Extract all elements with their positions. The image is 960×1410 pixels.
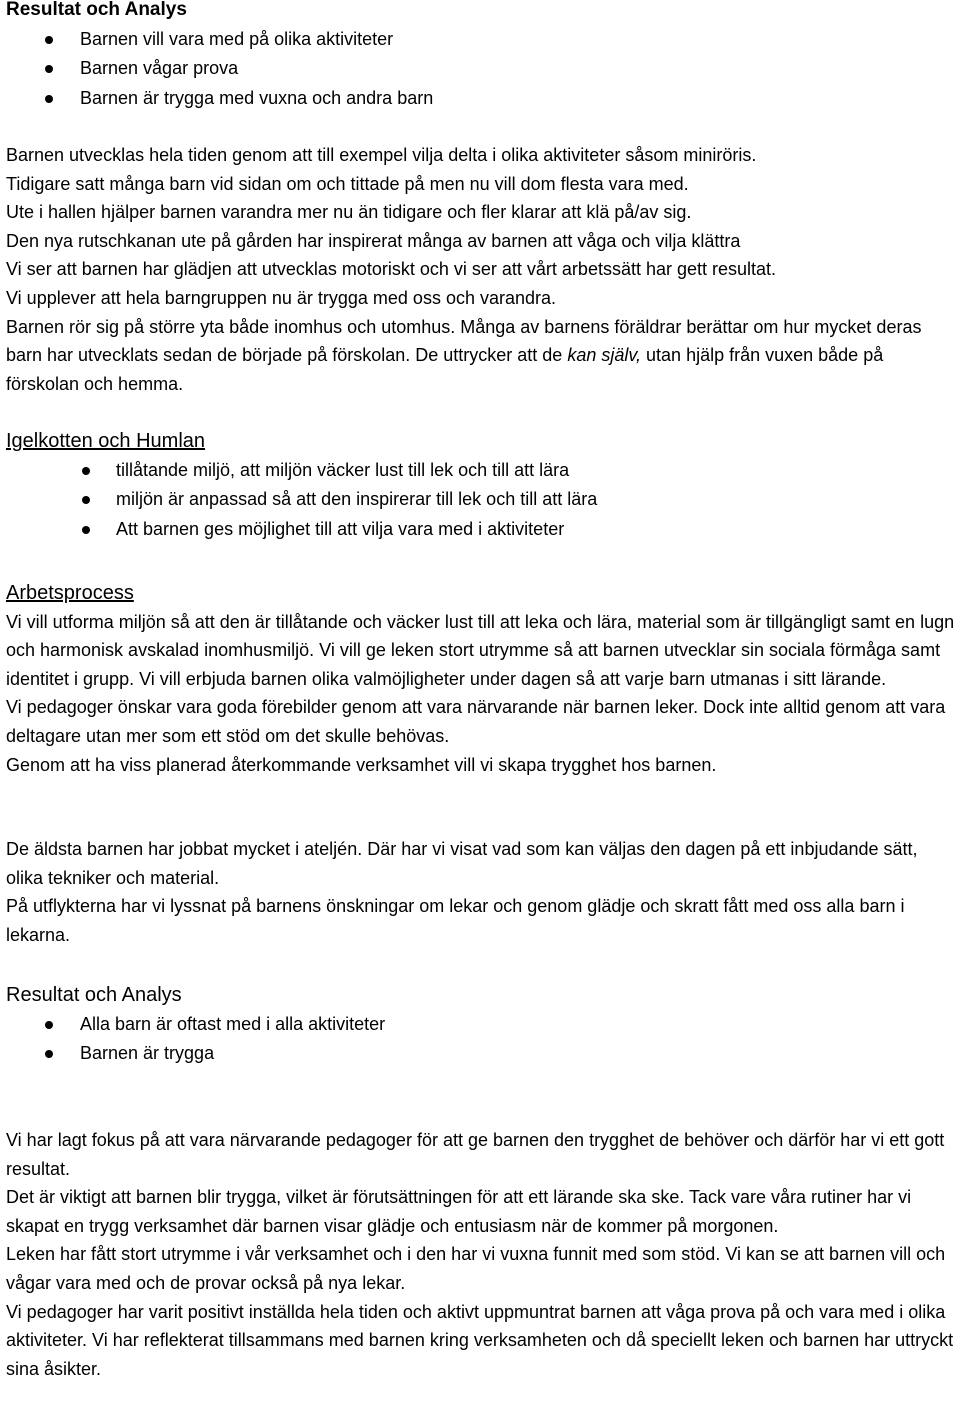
- bullet-list: [6, 25, 956, 114]
- section-heading: Resultat och Analys: [6, 984, 182, 1006]
- paragraph: På utflykterna har vi lyssnat på barnens önskningar om lekar och genom glädje och skratt fått med oss alla barn i lekarna.: [6, 896, 905, 945]
- paragraph: Leken har fått stort utrymme i vår verksamhet och i den har vi vuxna funnit med som stöd. Vi kan se att barnen vill och vågar vara med och de provar också på nya lekar.: [6, 1244, 946, 1293]
- list-item: Barnen vill vara med på olika aktiviteter: [6, 25, 956, 55]
- section-arbetsprocess: [6, 579, 956, 779]
- section-igelkotten: [6, 427, 956, 544]
- section-resultat-2-body: [6, 1126, 956, 1383]
- section-resultat-2: [6, 981, 956, 1069]
- paragraph: De äldsta barnen har jobbat mycket i ateljén. Där har vi visat vad som kan väljas den dagen på ett inbjudande sätt, olika tekniker och material.: [6, 839, 918, 888]
- paragraph: Vi vill utforma miljön så att den är tillåtande och väcker lust till att leka och lära, material som är tillgängligt samt en lugn och harmonisk avskalad inomhusmiljö. Vi vill ge leken stort utrymme så att barnen utvecklar sin sociala förmåga samt identitet i grupp. Vi vill erbjuda barnen olika valmöjligheter under dagen så att varje barn utmanas i sitt lärande.: [6, 611, 955, 689]
- section-resultat-1-body: [6, 141, 956, 398]
- paragraph: Genom att ha viss planerad återkommande verksamhet vill vi skapa trygghet hos barnen.: [6, 754, 717, 775]
- list-item: miljön är anpassad så att den inspirerar till lek och till att lära: [6, 485, 956, 515]
- section-arbetsprocess-2: [6, 835, 956, 949]
- paragraph: [6, 313, 956, 399]
- list-item: tillåtande miljö, att miljön väcker lust till lek och till att lära: [6, 456, 956, 486]
- text-line: Den nya rutschkanan ute på gården har inspirerat många av barnen att våga och vilja klättra: [6, 230, 741, 251]
- paragraph: Vi har lagt fokus på att vara närvarande pedagoger för att ge barnen den trygghet de behöver och därför har vi ett gott resultat.: [6, 1130, 945, 1179]
- text-line: Barnen utvecklas hela tiden genom att till exempel vilja delta i olika aktiviteter såsom miniröris.: [6, 145, 757, 165]
- section-heading: Arbetsprocess: [6, 582, 134, 604]
- text-line: Ute i hallen hjälper barnen varandra mer nu än tidigare och fler klarar att klä på/av sig.: [6, 202, 692, 223]
- paragraph-text: utan hjälp från vuxen både på förskolan och hemma.: [6, 345, 884, 394]
- text-line: Vi ser att barnen har glädjen att utvecklas motoriskt och vi ser att vårt arbetssätt har gett resultat.: [6, 259, 777, 280]
- paragraph: Det är viktigt att barnen blir trygga, vilket är förutsättningen för att ett lärande ska ske. Tack vare våra rutiner har vi skapat en trygg verksamhet där barnen visar glädje och entusiasm när de kommer på morgonen.: [6, 1187, 912, 1236]
- list-item: Barnen vågar prova: [6, 54, 956, 84]
- bullet-list: [6, 456, 956, 545]
- paragraph: Vi pedagoger har varit positivt inställda hela tiden och aktivt uppmuntrat barnen att våga prova på och vara med i olika aktiviteter. Vi har reflekterat tillsammans med barnen kring verksamheten och då speciellt leken och barnen har uttryckt sina åsikter.: [6, 1301, 954, 1379]
- list-item: Barnen är trygga med vuxna och andra barn: [6, 84, 956, 114]
- list-item: Att barnen ges möjlighet till att vilja vara med i aktiviteter: [6, 515, 956, 545]
- paragraph-text: Barnen rör sig på större yta både inomhus och utomhus. Många av barnens föräldrar berättar om hur mycket deras barn har utvecklats sedan de började på förskolan. De uttrycker att de: [6, 316, 922, 366]
- list-item: Barnen är trygga: [6, 1039, 956, 1069]
- section-resultat-1: [6, 0, 956, 113]
- section-heading: Igelkotten och Humlan: [6, 430, 206, 452]
- italic-text: kan själv,: [567, 345, 642, 366]
- section-heading: Resultat och Analys: [6, 0, 187, 20]
- text-line: Vi upplever att hela barngruppen nu är trygga med oss och varandra.: [6, 287, 557, 308]
- text-line: Tidigare satt många barn vid sidan om och tittade på men nu vill dom flesta vara med.: [6, 173, 689, 194]
- bullet-list: [6, 1010, 956, 1069]
- list-item: Alla barn är oftast med i alla aktiviteter: [6, 1010, 956, 1040]
- paragraph: Vi pedagoger önskar vara goda förebilder genom att vara närvarande när barnen leker. Dock inte alltid genom att vara deltagare utan mer som ett stöd om det skulle behövas.: [6, 697, 946, 746]
